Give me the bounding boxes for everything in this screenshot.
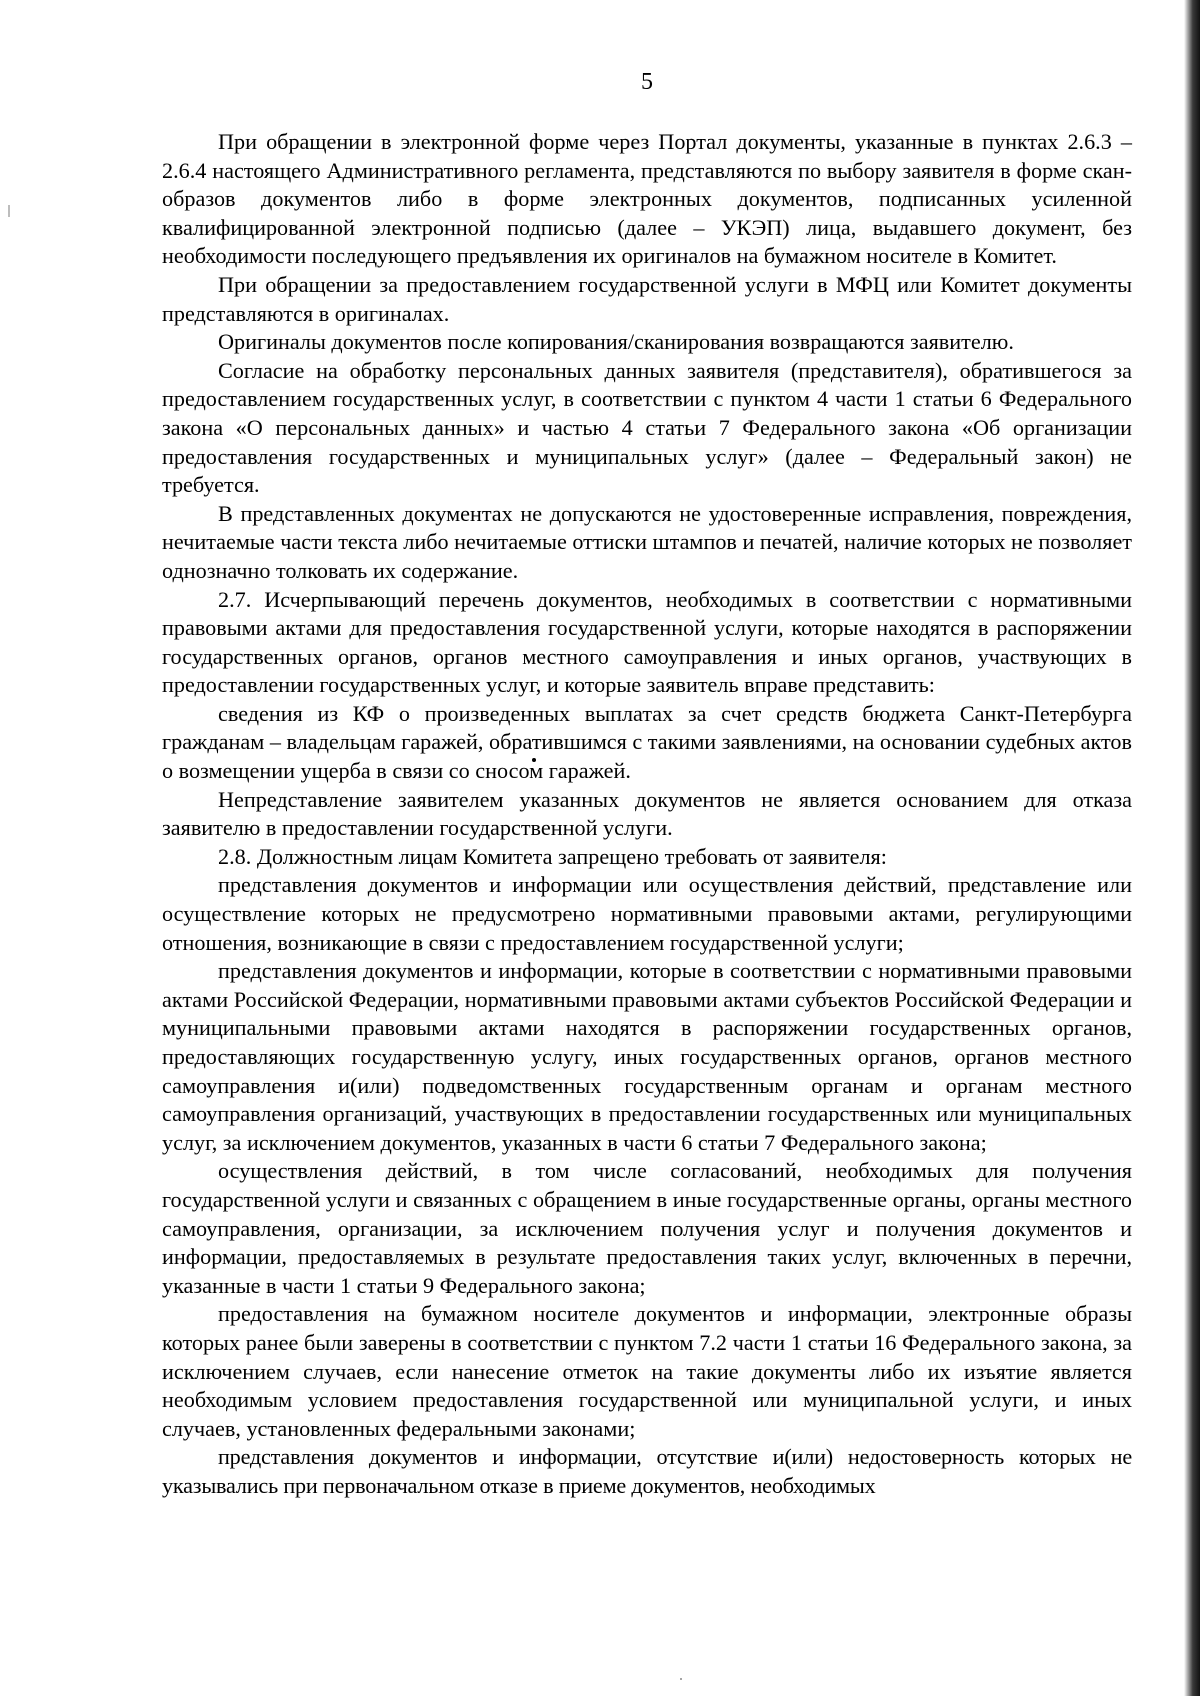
document-body <box>162 128 1132 1501</box>
paragraph-non-submission: Непредставление заявителем указанных документов не является основанием для отказа заявителю в предоставлении государственной услуги. <box>162 786 1132 841</box>
paragraph-portal-submission: При обращении в электронной форме через Портал документы, указанные в пунктах 2.6.3 – 2.6.4 настоящего Административного регламента, представляются по выбору заявителя в форме скан-образов документов либо в форме электронных документов, подписанных усиленной квалифицированной электронной подписью (далее – УКЭП) лица, выдавшего документ, без необходимости последующего предъявления их оригиналов на бумажном носителе в Комитет. <box>162 129 1132 269</box>
page-number: 5 <box>641 69 653 95</box>
paragraph-no-corrections: В представленных документах не допускаются не удостоверенные исправления, повреждения, нечитаемые части текста либо нечитаемые оттиски штампов и печатей, наличие которых не позволяет однозначно толковать их содержание. <box>162 500 1132 583</box>
paragraph-section-2-7: 2.7. Исчерпывающий перечень документов, необходимых в соответствии с нормативными правовыми актами для предоставления государственной услуги, которые находятся в распоряжении государственных органов, органов местного самоуправления и иных органов, участвующих в предоставлении государственных услуг, и которые заявитель вправе представить: <box>162 586 1132 698</box>
paragraph-prohibited-item-4: предоставления на бумажном носителе документов и информации, электронные образы которых ранее были заверены в соответствии с пунктом 7.2 части 1 статьи 16 Федерального закона, за исключением случаев, если нанесение отметок на такие документы либо их изъятие является необходимым условием предоставления государственной или муниципальной услуги, и иных случаев, установленных федеральными законами; <box>162 1301 1132 1441</box>
paragraph-mfc-originals: При обращении за предоставлением государственной услуги в МФЦ или Комитет документы представляются в оригиналах. <box>162 271 1132 326</box>
paragraph-originals-returned: Оригиналы документов после копирования/сканирования возвращаются заявителю. <box>218 329 1014 355</box>
scan-left-margin-mark <box>8 205 10 217</box>
paragraph-kf-payment-info: сведения из КФ о произведенных выплатах за счет средств бюджета Санкт-Петербурга гражданам – владельцам гаражей, обратившимся с такими заявлениями, на основании судебных актов о возмещении ущерба в связи со сносом гаражей. <box>162 700 1132 784</box>
paragraph-prohibited-item-5: представления документов и информации, отсутствие и(или) недостоверность которых не указывались при первоначальном отказе в приеме документов, необходимых <box>162 1444 1132 1498</box>
paragraph-prohibited-item-2: представления документов и информации, которые в соответствии с нормативными правовыми актами Российской Федерации, нормативными правовыми актами субъектов Российской Федерации и муниципальными правовыми актами находятся в распоряжении государственных органов, предоставляющих государственную услугу, иных государственных органов, органов местного самоуправления и(или) подведомственных государственным органам и органам местного самоуправления организаций, участвующих в предоставлении государственных или муниципальных услуг, за исключением документов, указанных в части 6 статьи 7 Федерального закона; <box>162 958 1132 1155</box>
paragraph-personal-data-consent: Согласие на обработку персональных данных заявителя (представителя), обратившегося за предоставлением государственных услуг, в соответствии с пунктом 4 части 1 статьи 6 Федерального закона «О персональных данных» и частью 4 статьи 7 Федерального закона «Об организации предоставления государственных и муниципальных услуг» (далее – Федеральный закон) не требуется. <box>162 357 1132 498</box>
paragraph-section-2-8: 2.8. Должностным лицам Комитета запрещено требовать от заявителя: <box>218 843 887 869</box>
paragraph-prohibited-item-3: осуществления действий, в том числе согласований, необходимых для получения государственной услуги и связанных с обращением в иные государственные органы, органы местного самоуправления, организации, за исключением получения услуг и получения документов и информации, предоставляемых в результате предоставления таких услуг, включенных в перечни, указанные в части 1 статьи 9 Федерального закона; <box>162 1158 1132 1298</box>
scan-speck <box>680 1678 682 1680</box>
scan-right-edge-shadow <box>1184 0 1200 1696</box>
paragraph-prohibited-item-1: представления документов и информации или осуществления действий, представление или осуществление которых не предусмотрено нормативными правовыми актами, регулирующими отношения, возникающие в связи с предоставлением государственной услуги; <box>162 872 1132 955</box>
